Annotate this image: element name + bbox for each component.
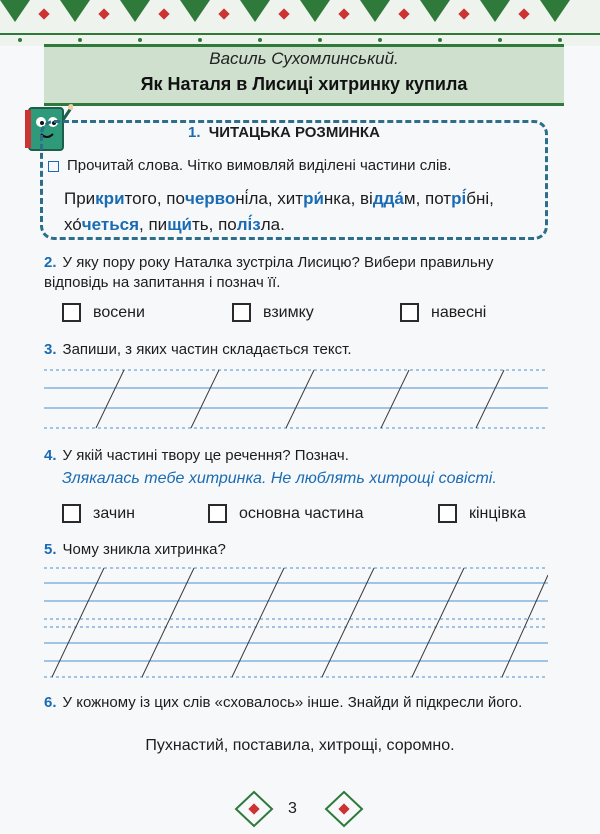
ornament-left-icon bbox=[232, 790, 276, 828]
q2-text: У яку пору року Наталка зустріла Лисицю? Вибери правильну відповідь на запитання і познач її. bbox=[44, 254, 494, 291]
q2-option-label: восени bbox=[93, 303, 145, 321]
warmup-title bbox=[188, 124, 380, 141]
q3-number: 3. bbox=[44, 341, 57, 358]
q4-option-label: основна частина bbox=[239, 504, 364, 522]
warmup-words: Прикритого, почервоні́ла, хитри́нка, відда́м, потрі́бні, хо́четься, пищи́ть, полі́зла. bbox=[64, 189, 494, 234]
ornament-right-icon bbox=[322, 790, 366, 828]
q3-text: Запиши, з яких частин складається текст. bbox=[62, 341, 352, 358]
q2-number: 2. bbox=[44, 254, 57, 271]
q5-number: 5. bbox=[44, 541, 57, 558]
q2-option-label: взимку bbox=[263, 303, 314, 321]
q4-option-ending[interactable] bbox=[438, 504, 526, 523]
square-bullet-icon bbox=[48, 161, 59, 172]
checkbox[interactable] bbox=[62, 303, 81, 322]
ornament-border-top bbox=[0, 0, 600, 46]
q4-option-label: кінцівка bbox=[469, 504, 526, 522]
q2-option-spring[interactable] bbox=[400, 303, 486, 322]
q4-option-label: зачин bbox=[93, 504, 135, 522]
q2-option-autumn[interactable] bbox=[62, 303, 145, 322]
checkbox[interactable] bbox=[400, 303, 419, 322]
warmup-instruction-text: Прочитай слова. Чітко вимовляй виділені частини слів. bbox=[67, 157, 452, 174]
question-2 bbox=[44, 253, 554, 293]
q2-option-winter[interactable] bbox=[232, 303, 314, 322]
question-5 bbox=[44, 540, 554, 560]
page-number: 3 bbox=[288, 800, 297, 817]
checkbox[interactable] bbox=[62, 504, 81, 523]
author-name: Василь Сухомлинський. bbox=[209, 49, 399, 68]
q3-writing-lines[interactable] bbox=[44, 366, 548, 436]
question-3 bbox=[44, 340, 554, 360]
q4-number: 4. bbox=[44, 447, 57, 464]
q6-text: У кожному із цих слів «сховалось» інше. Знайди й підкресли його. bbox=[62, 694, 523, 711]
q5-writing-lines[interactable] bbox=[44, 565, 548, 680]
q4-option-intro[interactable] bbox=[62, 504, 135, 523]
q4-sentence: Злякалась тебе хитринка. Не люблять хитрощі совісті. bbox=[62, 470, 497, 487]
question-4 bbox=[44, 446, 554, 466]
q5-text: Чому зникла хитринка? bbox=[62, 541, 226, 558]
q2-option-label: навесні bbox=[431, 303, 487, 321]
warmup-title-text: ЧИТАЦЬКА РОЗМИНКА bbox=[208, 124, 380, 141]
checkbox[interactable] bbox=[232, 303, 251, 322]
q4-option-main[interactable] bbox=[208, 504, 364, 523]
checkbox[interactable] bbox=[438, 504, 457, 523]
q4-text: У якій частині твору це речення? Познач. bbox=[62, 447, 349, 464]
story-title: Як Наталя в Лисиці хитринку купила bbox=[140, 74, 468, 94]
warmup-number: 1. bbox=[188, 124, 201, 141]
checkbox[interactable] bbox=[208, 504, 227, 523]
warmup-instruction bbox=[48, 157, 451, 174]
q6-number: 6. bbox=[44, 694, 57, 711]
q6-words: Пухнастий, поставила, хитрощі, соромно. bbox=[145, 737, 455, 754]
question-6 bbox=[44, 693, 554, 713]
